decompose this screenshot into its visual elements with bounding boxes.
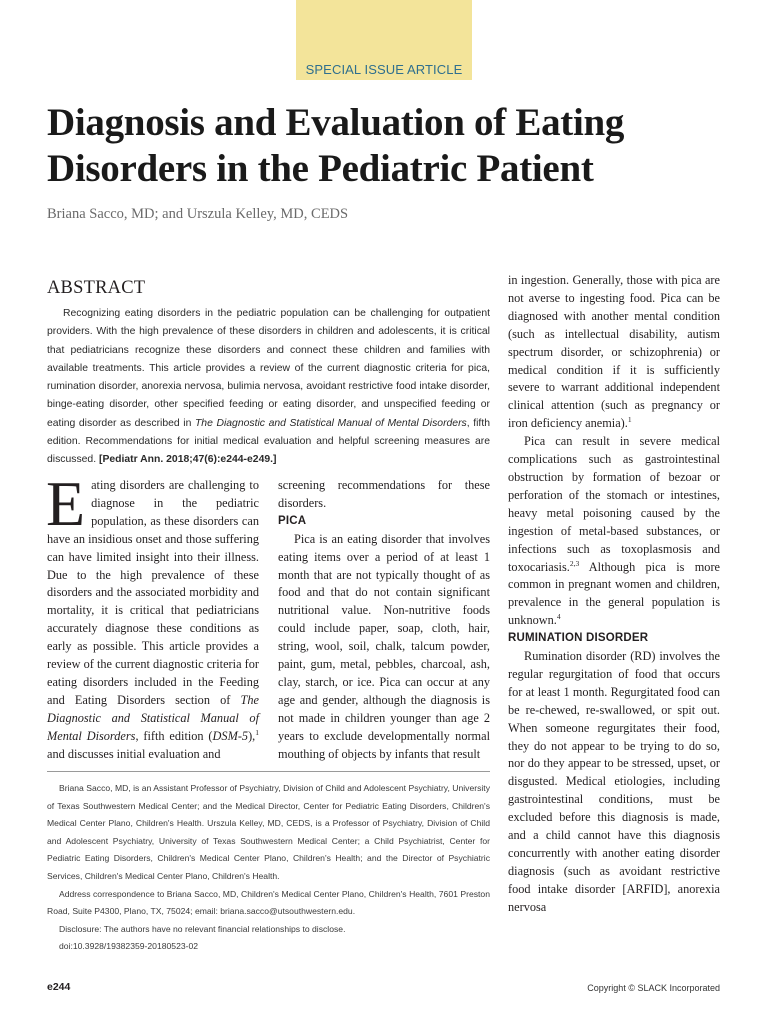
section-heading-rumination: RUMINATION DISORDER: [508, 632, 649, 645]
article-authors: Briana Sacco, MD; and Urszula Kelley, MD, CEDS: [47, 206, 349, 222]
reference-2-3: 2,3: [569, 558, 580, 568]
reference-1: 1: [627, 415, 632, 425]
body-column-right: [508, 272, 720, 917]
copyright: Copyright © SLACK Incorporated: [587, 983, 720, 993]
pica-paragraph-1-continued: in ingestion. Generally, those with pica are not averse to ingesting food. Pica can be diagnosed with another mental condition (such as intellectual disability, autism spectrum disorder, or schizophrenia) or medical condition if it is sufficiently severe to warrant additional independent clinical attention (such as pregnancy or iron deficiency anemia).$^1$: [508, 273, 720, 431]
reference-1: 1: [255, 727, 259, 737]
article-title: Diagnosis and Evaluation of Eating Disorders in the Pediatric Patient: [47, 101, 625, 190]
rumination-paragraph: Rumination disorder (RD) involves the regular regurgitation of food that occurs for at least 1 month. Regurgitated food can be re-chewed, re-swallowed, or spit out. When someone regurgitates their food, they do not appear to be trying to do so, nor do they appear to be stressed, upset, or disgusted. Medical etiologies, including gastrointestinal conditions, must be excluded before this diagnosis is made, and a child cannot have this diagnosis concurrently with another eating disorder diagnosis (such as avoidant restrictive food intake disorder [ARFID], anorexia nervosa: [508, 649, 720, 914]
dsm-title-italic: The Diagnostic and Statistical Manual of Mental Disorders: [194, 417, 467, 429]
page-number: e244: [47, 981, 71, 993]
pica-paragraph-1: Pica is an eating disorder that involves eating items over a period of at least 1 month that are not typically thought of as food and that do not contain significant nutritional value. Non-nutritive foods could include paper, soap, cloth, hair, string, wool, soil, chalk, talcum powder, paint, gum, metal, pebbles, charcoal, ash, clay, starch, or ice. Pica can occur at any age and gender, although the diagnosis is not made in children younger than age 2 years to exclude developmentally normal mouthing of objects by infants that result: [278, 531, 490, 761]
author-affiliations: Briana Sacco, MD, is an Assistant Professor of Psychiatry, Division of Child and Adolescent Psychiatry, University of Texas Southwestern Medical Center; and the Medical Director, Center for Pediatric Eating Disorders, Children's Medical Center Plano, Children's Health. Urszula Kelley, MD, CEDS, is a Professor of Psychiatry, Division of Child and Adolescent Psychiatry, University of Texas Southwestern Medical Center; a Child Psychiatrist, Center for Pediatric Eating Disorders, Children's Medical Center Plano, Children's Health; and the Director of Psychiatric Services, Children's Medical Center Plano, Children's Health.: [47, 783, 490, 881]
footnote-divider: [47, 771, 490, 772]
correspondence-address: Address correspondence to Briana Sacco, MD, Children's Medical Center Plano, Children's Health, 7601 Preston Road, Suite P4300, Plano, TX, 75024; email: briana.sacco@utsouthwestern.edu.: [47, 888, 490, 917]
disclosure: Disclosure: The authors have no relevant financial relationships to disclose.: [59, 923, 346, 934]
body-column-middle: [278, 477, 490, 764]
intro-paragraph: Eating disorders are challenging to diagnose in the pediatric population, as these disorders can have an insidious onset and those suffering can have limited insight into their illness. Due to the high prevalence of these disorders and the associated morbidity and mortality, it is critical that pediatricians accurately diagnose these conditions as early as possible. This article provides a review of the current diagnostic criteria for eating disorders included in the Feeding and Eating Disorders section of The Diagnostic and Statistical Manual of Mental Disorders, fifth edition (DSM-5),$^1$ and discusses initial evaluation and: [46, 468, 259, 761]
intro-continued: screening recommendations for these disorders.: [278, 478, 490, 510]
abstract-text: Recognizing eating disorders in the pediatric population can be challenging for outpatient providers. With the high prevalence of these disorders in children and adolescents, it is critical that pediatricians recognize these disorders and connect these children and families with available treatments. This article provides a review of the current diagnostic criteria for pica, rumination disorder, anorexia nervosa, bulimia nervosa, avoidant restrictive food intake disorder, binge-eating disorder, other specified feeding or eating disorder, and unspecified feeding or eating disorder as described in The Diagnostic and Statistical Manual of Mental Disorders, fifth edition. Recommendations for initial medical evaluation and helpful screening measures are discussed. [Pediatr Ann. 2018;47(6):e244-e249.]: [47, 308, 490, 466]
doi: doi:10.3928/19382359-20180523-02: [59, 941, 199, 952]
reference-4: 4: [556, 612, 561, 622]
footnotes: [47, 780, 490, 956]
abstract-heading: ABSTRACT: [47, 278, 146, 298]
pica-paragraph-2: Pica can result in severe medical complications such as gastrointestinal obstruction by formation of bezoar or perforation of the stomach or intestines, heavy metal poisoning caused by the ingestion of metal-based substances, or infections such as toxoplasmosis and toxocariasis.$^{2,3}$ Although pica is more common in pregnant women and children, prevalence in the general population is unknown.$^4$: [508, 434, 720, 628]
special-issue-banner: [296, 0, 472, 80]
drop-cap: E: [46, 468, 86, 539]
body-column-left: [46, 468, 259, 764]
banner-label: SPECIAL ISSUE ARTICLE: [305, 62, 463, 77]
citation: [Pediatr Ann. 2018;47(6):e244-e249.]: [98, 454, 277, 466]
section-heading-pica: PICA: [278, 514, 307, 527]
